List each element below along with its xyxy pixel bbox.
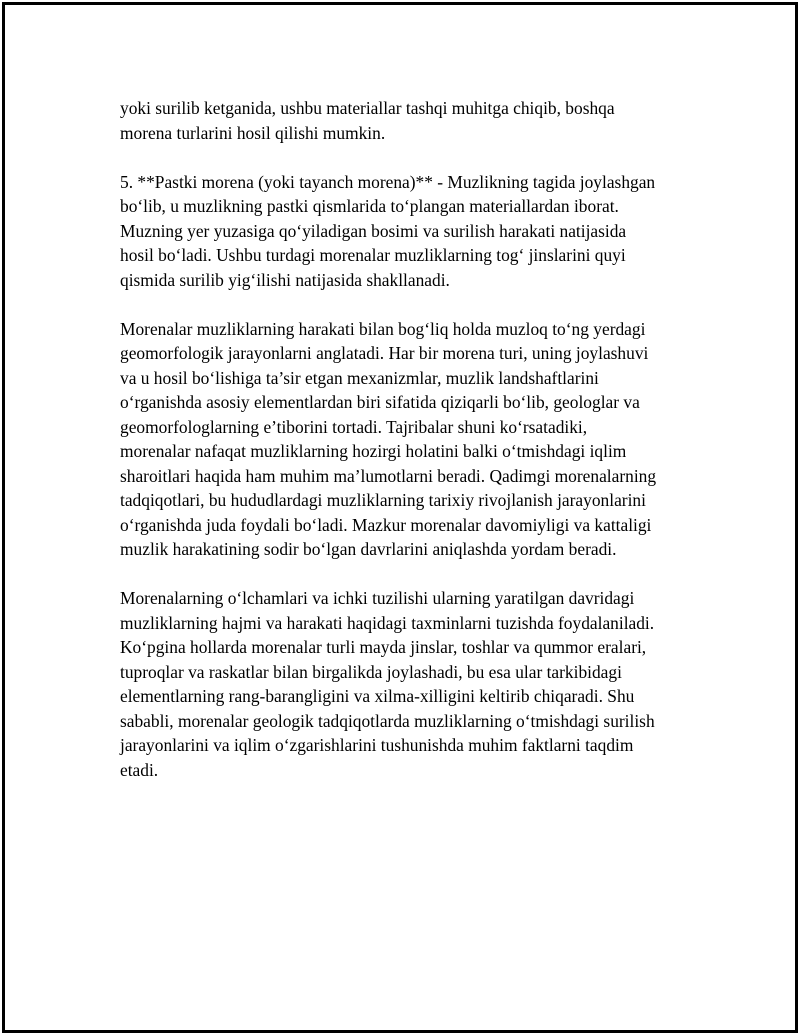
text-line: 5. **Pastki morena (yoki tayanch morena)** - Muzlikning tagida joylashgan: [120, 171, 656, 192]
text-line: geomorfologik jarayonlarni anglatadi. Har bir morena turi, uning joylashuvi: [120, 343, 649, 363]
text-line: hosil bo‘ladi. Ushbu turdagi morenalar muzliklarning tog‘ jinslarini quyi: [120, 245, 626, 265]
paragraph-4: [120, 586, 700, 782]
text-line: o‘rganishda juda foydali bo‘ladi. Mazkur morenalar davomiyligi va kattaligi: [120, 514, 652, 535]
text-line: yoki surilib ketganida, ushbu materiallar tashqi muhitga chiqib, boshqa: [120, 98, 615, 118]
text-line: sharoitlari haqida ham muhim ma’lumotlarni beradi. Qadimgi morenalarning: [120, 465, 657, 486]
text-line: sababli, morenalar geologik tadqiqotlarda muzliklarning o‘tmishdagi surilish: [120, 710, 655, 731]
text-line: morenalar nafaqat muzliklarning hozirgi holatini balki o‘tmishdagi iqlim: [120, 441, 627, 461]
text-line: o‘rganishda asosiy elementlardan biri sifatida qiziqarli bo‘lib, geologlar va: [120, 392, 640, 412]
text-line: geomorfologlarning e’tiborini tortadi. Tajribalar shuni ko‘rsatadiki,: [120, 416, 588, 437]
text-line: etadi.: [120, 759, 159, 780]
text-line: morena turlarini hosil qilishi mumkin.: [120, 122, 386, 143]
page-frame: [2, 2, 798, 1033]
paragraph-2: [120, 170, 700, 293]
text-line: tuproqlar va raskatlar bilan birgalikda joylashadi, bu esa ular tarkibidagi: [120, 661, 622, 682]
paragraph-1: [120, 96, 700, 145]
text-line: muzliklarning hajmi va harakati haqidagi taxminlarni tuzishda foydalaniladi.: [120, 612, 655, 633]
text-line: Morenalarning o‘lchamlari va ichki tuzilishi ularning yaratilgan davridagi: [120, 588, 635, 608]
paragraph-3: [120, 317, 700, 562]
text-line: jarayonlarini va iqlim o‘zgarishlarini tushunishda muhim faktlarni taqdim: [120, 735, 634, 755]
text-line: Muzning yer yuzasiga qo‘yiladigan bosimi va surilish harakati natijasida: [120, 220, 627, 241]
text-line: tadqiqotlari, bu hududlardagi muzliklarning tarixiy rivojlanish jarayonlarini: [120, 490, 646, 510]
text-line: Ko‘pgina hollarda morenalar turli mayda jinslar, toshlar va qummor eralari,: [120, 637, 647, 657]
text-line: muzlik harakatining sodir bo‘lgan davrlarini aniqlashda yordam beradi.: [120, 539, 617, 559]
text-line: bo‘lib, u muzlikning pastki qismlarida to‘plangan materiallardan iborat.: [120, 196, 619, 216]
document-body: [120, 96, 700, 807]
text-line: va u hosil bo‘lishiga ta’sir etgan mexanizmlar, muzlik landshaftlarini: [120, 367, 599, 388]
text-line: Morenalar muzliklarning harakati bilan bog‘liq holda muzloq to‘ng yerdagi: [120, 318, 646, 339]
text-line: qismida surilib yig‘ilishi natijasida shakllanadi.: [120, 269, 450, 290]
text-line: elementlarning rang-barangligini va xilma-xilligini keltirib chiqaradi. Shu: [120, 686, 635, 706]
